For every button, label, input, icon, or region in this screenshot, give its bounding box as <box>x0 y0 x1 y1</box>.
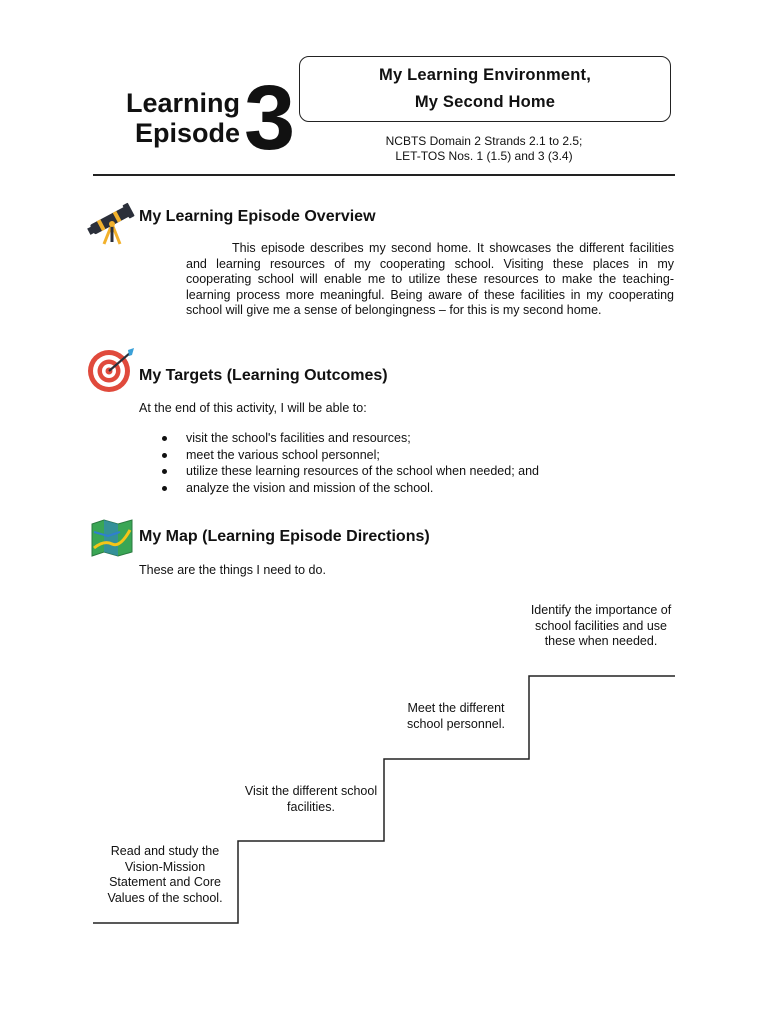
step-1-text: Read and study the Vision-Mission Statement and Core Values of the school. <box>107 844 223 905</box>
map-title: My Map (Learning Episode Directions) <box>139 528 430 545</box>
header-divider <box>93 174 675 176</box>
standards-line-2: LET-TOS Nos. 1 (1.5) and 3 (3.4) <box>395 149 573 163</box>
targets-title: My Targets (Learning Outcomes) <box>139 367 388 384</box>
step-3-text: Meet the different school personnel. <box>407 701 505 731</box>
targets-list <box>160 430 680 496</box>
telescope-icon <box>86 196 138 248</box>
overview-paragraph: This episode describes my second home. It showcases the different facilities and learning resources of my cooperating school. Visiting these places in my cooperating school will enable me to utilize these resources to make the teaching-learning process more meaningful. Being aware of these facilities in my cooperating school will give me a sense of belongingness – for this is my second home. <box>186 241 674 318</box>
step-4-text: Identify the importance of school facilities and use these when needed. <box>530 603 672 648</box>
target-item: meet the various school personnel; <box>160 447 680 464</box>
episode-word-episode: Episode <box>134 118 240 148</box>
target-item: utilize these learning resources of the school when needed; and <box>160 463 680 480</box>
targets-intro: At the end of this activity, I will be able to: <box>139 401 367 415</box>
episode-title-line-2: My Second Home <box>414 93 556 111</box>
standards-line-1: NCBTS Domain 2 Strands 2.1 to 2.5; <box>385 134 583 148</box>
episode-title-box <box>299 56 671 122</box>
episode-heading <box>92 88 240 148</box>
target-icon <box>86 346 138 394</box>
episode-word-learning: Learning <box>125 88 240 118</box>
map-icon <box>90 518 134 558</box>
map-intro: These are the things I need to do. <box>139 563 326 577</box>
target-item: visit the school's facilities and resources; <box>160 430 680 447</box>
overview-title: My Learning Episode Overview <box>139 208 376 225</box>
episode-number: 3 <box>244 67 296 169</box>
target-item: analyze the vision and mission of the school. <box>160 480 680 497</box>
step-2-text: Visit the different school facilities. <box>244 784 378 814</box>
episode-title-line-1: My Learning Environment, <box>379 66 591 84</box>
